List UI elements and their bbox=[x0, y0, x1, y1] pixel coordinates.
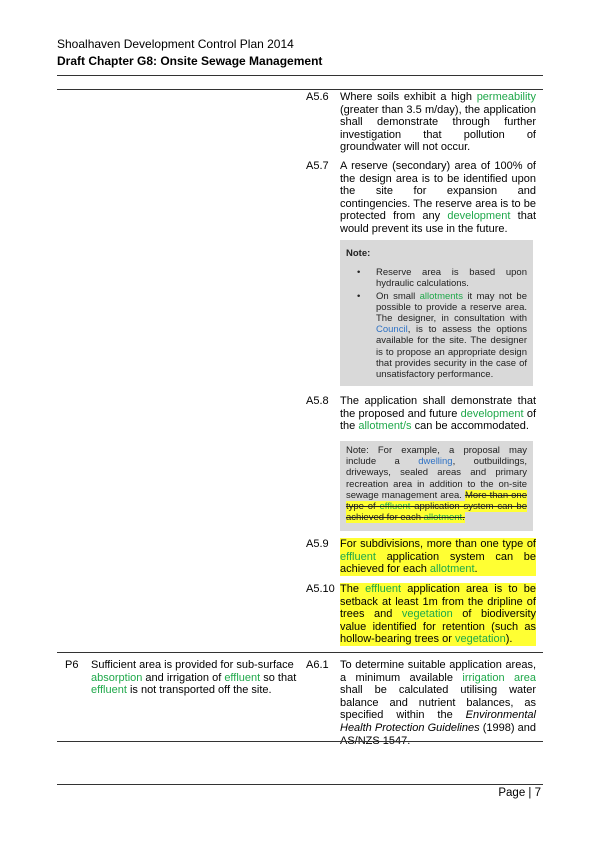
defined-term-link[interactable]: allotments bbox=[419, 290, 463, 302]
note-box-reserve-area bbox=[340, 240, 533, 386]
note-box-example: Note: For example, a proposal may include a dwelling, outbuildings, driveways, sealed areas and primary recreation area in addition to the on-site sewage management area. More than one type of effluent application system can be achieved for each allotment. bbox=[340, 441, 533, 531]
defined-term-link[interactable]: development bbox=[447, 210, 511, 223]
defined-term-link[interactable]: effluent bbox=[224, 671, 261, 684]
clause-text-a5-9: For subdivisions, more than one type of effluent application system can be achieved for each allotment. bbox=[340, 538, 536, 576]
clause-code-a6-1: A6.1 bbox=[306, 659, 329, 671]
defined-term-link[interactable]: absorption bbox=[91, 671, 143, 684]
performance-criteria-code-p6: P6 bbox=[65, 659, 79, 671]
defined-term-link[interactable]: effluent bbox=[379, 501, 411, 513]
table-top-rule bbox=[57, 89, 543, 90]
defined-term-link[interactable]: effluent bbox=[340, 550, 376, 563]
clause-code-a5-8: A5.8 bbox=[306, 395, 329, 407]
defined-term-link[interactable]: dwelling bbox=[418, 456, 453, 468]
document-header-title: Shoalhaven Development Control Plan 2014 bbox=[57, 37, 294, 51]
defined-term-link[interactable]: development bbox=[460, 407, 524, 420]
defined-term-link[interactable]: effluent bbox=[365, 583, 402, 595]
clause-text-a5-10: The effluent application area is to be setback at least 1m from the dripline of trees and vegetation of biodiversity value identified for retention (such as hollow-bearing trees or vegetation). bbox=[340, 583, 536, 646]
clause-text-a6-1: To determine suitable application areas, a minimum available irrigation area shall be calculated utilising water balance and nutrient balances, as specified within the Environmental Health Protection Guidelines (1998) and AS/NZS 1547. bbox=[340, 659, 536, 747]
defined-term-link[interactable]: allotment bbox=[429, 563, 475, 576]
clause-code-a5-7: A5.7 bbox=[306, 160, 329, 172]
footer-rule bbox=[57, 784, 543, 785]
defined-term-link[interactable]: irrigation area bbox=[462, 671, 536, 684]
clause-code-a5-10: A5.10 bbox=[306, 583, 335, 595]
defined-term-link[interactable]: effluent bbox=[91, 684, 127, 697]
defined-term-link[interactable]: vegetation bbox=[454, 633, 506, 646]
defined-term-link[interactable]: vegetation bbox=[401, 608, 453, 621]
document-chapter-title: Draft Chapter G8: Onsite Sewage Management bbox=[57, 54, 323, 68]
clause-text-a5-6: Where soils exhibit a high permeability (greater than 3.5 m/day), the application shall demonstrate through further investigation that pollution of groundwater will not occur. bbox=[340, 91, 536, 154]
defined-term-link[interactable]: allotment bbox=[423, 512, 463, 524]
clause-text-a5-8: The application shall demonstrate that the proposed and future development of the allotment/s can be accommodated. bbox=[340, 395, 537, 433]
defined-term-link[interactable]: allotment/s bbox=[358, 420, 412, 433]
clause-text-a5-7: A reserve (secondary) area of 100% of the design area is to be identified upon the site for expansion and contingencies. The reserve area is to be protected from any development that would prevent its use in the future. bbox=[340, 160, 536, 235]
row-separator-rule bbox=[57, 652, 543, 653]
clause-code-a5-6: A5.6 bbox=[306, 91, 329, 103]
header-rule bbox=[57, 75, 543, 76]
performance-criteria-text-p6: Sufficient area is provided for sub-surface absorption and irrigation of effluent so that effluent is not transported off the site. bbox=[91, 659, 297, 697]
page-number: Page | 7 bbox=[498, 787, 541, 799]
clause-code-a5-9: A5.9 bbox=[306, 538, 329, 550]
note-bullet: • Reserve area is based upon hydraulic calculations. bbox=[346, 267, 527, 289]
note-title: Note: bbox=[346, 248, 371, 259]
defined-term-link[interactable]: permeability bbox=[476, 91, 536, 103]
table-bottom-rule bbox=[57, 741, 543, 742]
defined-term-link[interactable]: Council bbox=[376, 324, 408, 336]
note-bullet: • On small allotments it may not be possible to provide a reserve area. The designer, in consultation with Council, is to assess the options available for the site. The designer is to propose an appropriate design that provides security in the case of unsatisfactory performance. bbox=[346, 291, 527, 381]
